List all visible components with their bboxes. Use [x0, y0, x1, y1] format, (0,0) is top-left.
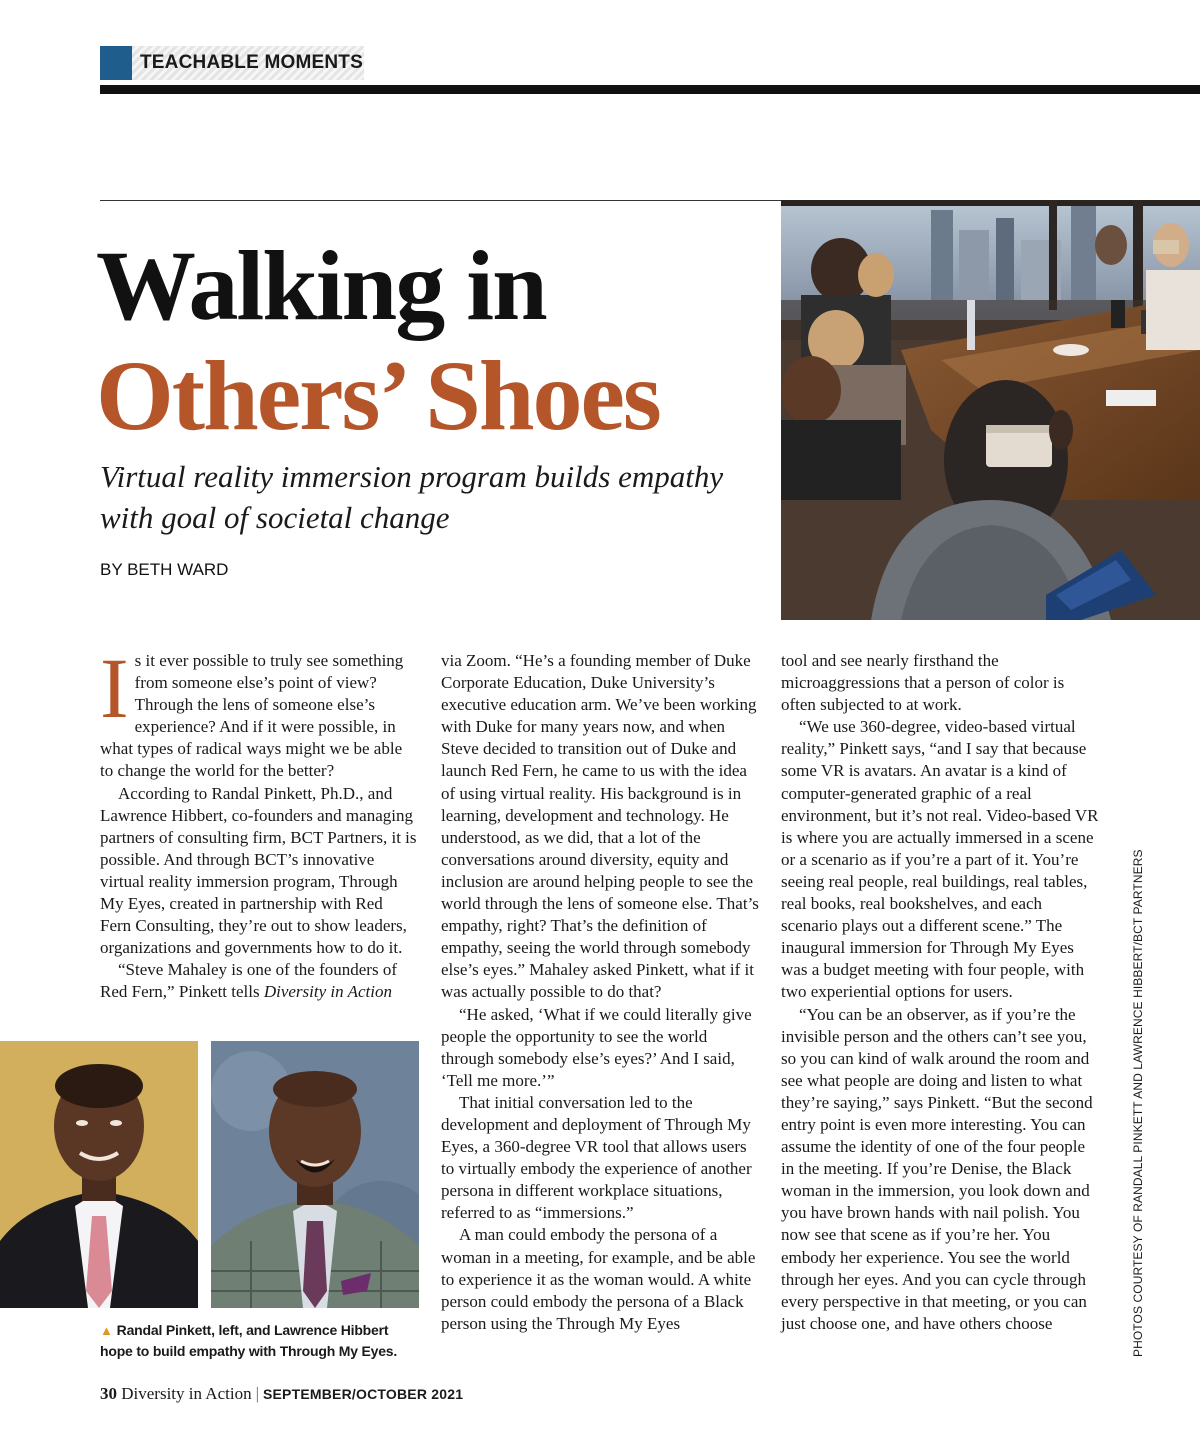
- article-column-1: [100, 640, 418, 1004]
- paragraph-3-1: tool and see nearly firsthand the microaggressions that a person of color is often subjected to at work.: [781, 651, 1065, 715]
- paragraph-2-3: That initial conversation led to the development and deployment of Through My Eyes, a 360-degree VR tool that allows users to virtually embody the experience of another persona in different workplace situations, referred to as “immersions.”: [441, 1092, 752, 1223]
- paragraph-1-3: [100, 959, 418, 1003]
- magazine-name: Diversity in Action: [121, 1384, 252, 1403]
- footer-separator: |: [255, 1384, 259, 1403]
- randal-pinkett-photo: [0, 1041, 198, 1308]
- section-label: TEACHABLE MOMENTS: [132, 46, 364, 80]
- paragraph-1-3-text: “Steve Mahaley is one of the founders of Red Fern,” Pinkett tells: [100, 960, 397, 1002]
- paragraph-2-1: via Zoom. “He’s a founding member of Duke Corporate Education, Duke University’s executive education arm. We’ve been working with Duke for many years now, and when Steve decided to transition out of Duke and launch Red Fern, he came to us with the idea of using virtual reality. His background is in learning, development and technology. He understood, as we did, that a lot of the conversations around diversity, equity and inclusion are around helping people to see the world through the lens of someone else. That’s empathy, right? That’s the definition of empathy, seeing the world through somebody else’s eyes.” Mahaley asked Pinkett, what if it was actually possible to do that?: [441, 651, 759, 1002]
- photo-credit: PHOTOS COURTESY OF RANDALL PINKETT AND LAWRENCE HIBBERT/BCT PARTNERS: [1131, 849, 1145, 1357]
- section-color-square: [100, 46, 132, 80]
- paragraph-1-1: s it ever possible to truly see something from someone else’s point of view? Through the lens of someone else’s experience? And if it were possible, in what types of radical ways might we be able to change the world for the better?: [100, 651, 404, 781]
- section-rule: [100, 85, 1200, 94]
- lawrence-hibbert-photo: [211, 1041, 419, 1308]
- headline-line-1: Walking in: [96, 230, 546, 341]
- headline-line-2: Others’ Shoes: [96, 340, 660, 451]
- headline-rule: [100, 200, 781, 201]
- issue-date: SEPTEMBER/OCTOBER 2021: [262, 1386, 464, 1402]
- page-number: 30: [100, 1384, 117, 1403]
- byline: BY BETH WARD: [100, 560, 229, 579]
- paragraph-2-2: “He asked, ‘What if we could literally give people the opportunity to see the world through somebody else’s eyes?’ And I said, ‘Tell me more.’”: [441, 1004, 752, 1090]
- paragraph-3-2: “We use 360-degree, video-based virtual reality,” Pinkett says, “and I say that because some VR is avatars. An avatar is a kind of computer-generated graphic of a real environment, but it’s not real. Video-based VR is where you are actually immersed in a scene or a scenario as if you’re a part of it. You’re seeing real people, real buildings, real tables, real books, real bookshelves, and each scenario plays out a different scene.” The inaugural immersion for Through My Eyes was a budget meeting with four people, with two experiential options for users.: [781, 717, 1099, 1002]
- page-footer: [100, 1384, 463, 1404]
- caption-text: Randal Pinkett, left, and Lawrence Hibbert hope to build empathy with Through My Eyes.: [100, 1322, 398, 1359]
- drop-cap: I: [100, 640, 129, 736]
- paragraph-3-3: “You can be an observer, as if you’re the invisible person and the others can’t see you, so you can kind of walk around the room and see what people are doing and listen to what they’re saying,” says Pinkett. “But the second entry point is even more interesting. You can assume the identity of one of the four people in the meeting. If you’re Denise, the Black woman in the immersion, you look down and you have brown hands with nail polish. You now see that scene as if you’re her. You embody her experience. You see the world through her eyes. And you can cycle through every perspective in that meeting, or you can just choose one, and have others choose: [781, 1004, 1093, 1333]
- caption-triangle-icon: ▲: [100, 1323, 113, 1338]
- photo-caption: [100, 1320, 420, 1361]
- vr-meeting-photo: [781, 200, 1200, 620]
- article-column-2: [441, 650, 759, 1335]
- article-column-3: [781, 650, 1099, 1335]
- paragraph-1-2: According to Randal Pinkett, Ph.D., and Lawrence Hibbert, co-founders and managing partners of consulting firm, BCT Partners, it is possible. And through BCT’s innovative virtual reality immersion program, Through My Eyes, created in partnership with Red Fern Consulting, they’re out to show leaders, organizations and governments how to do it.: [100, 783, 417, 958]
- deck-subtitle: Virtual reality immersion program builds empathy with goal of societal change: [100, 459, 724, 535]
- paragraph-2-4: A man could embody the persona of a woman in a meeting, for example, and be able to experience it as the woman would. A white person could embody the persona of a Black person using the Through My Eyes: [441, 1225, 756, 1333]
- magazine-name-italic: Diversity in Action: [263, 982, 392, 1002]
